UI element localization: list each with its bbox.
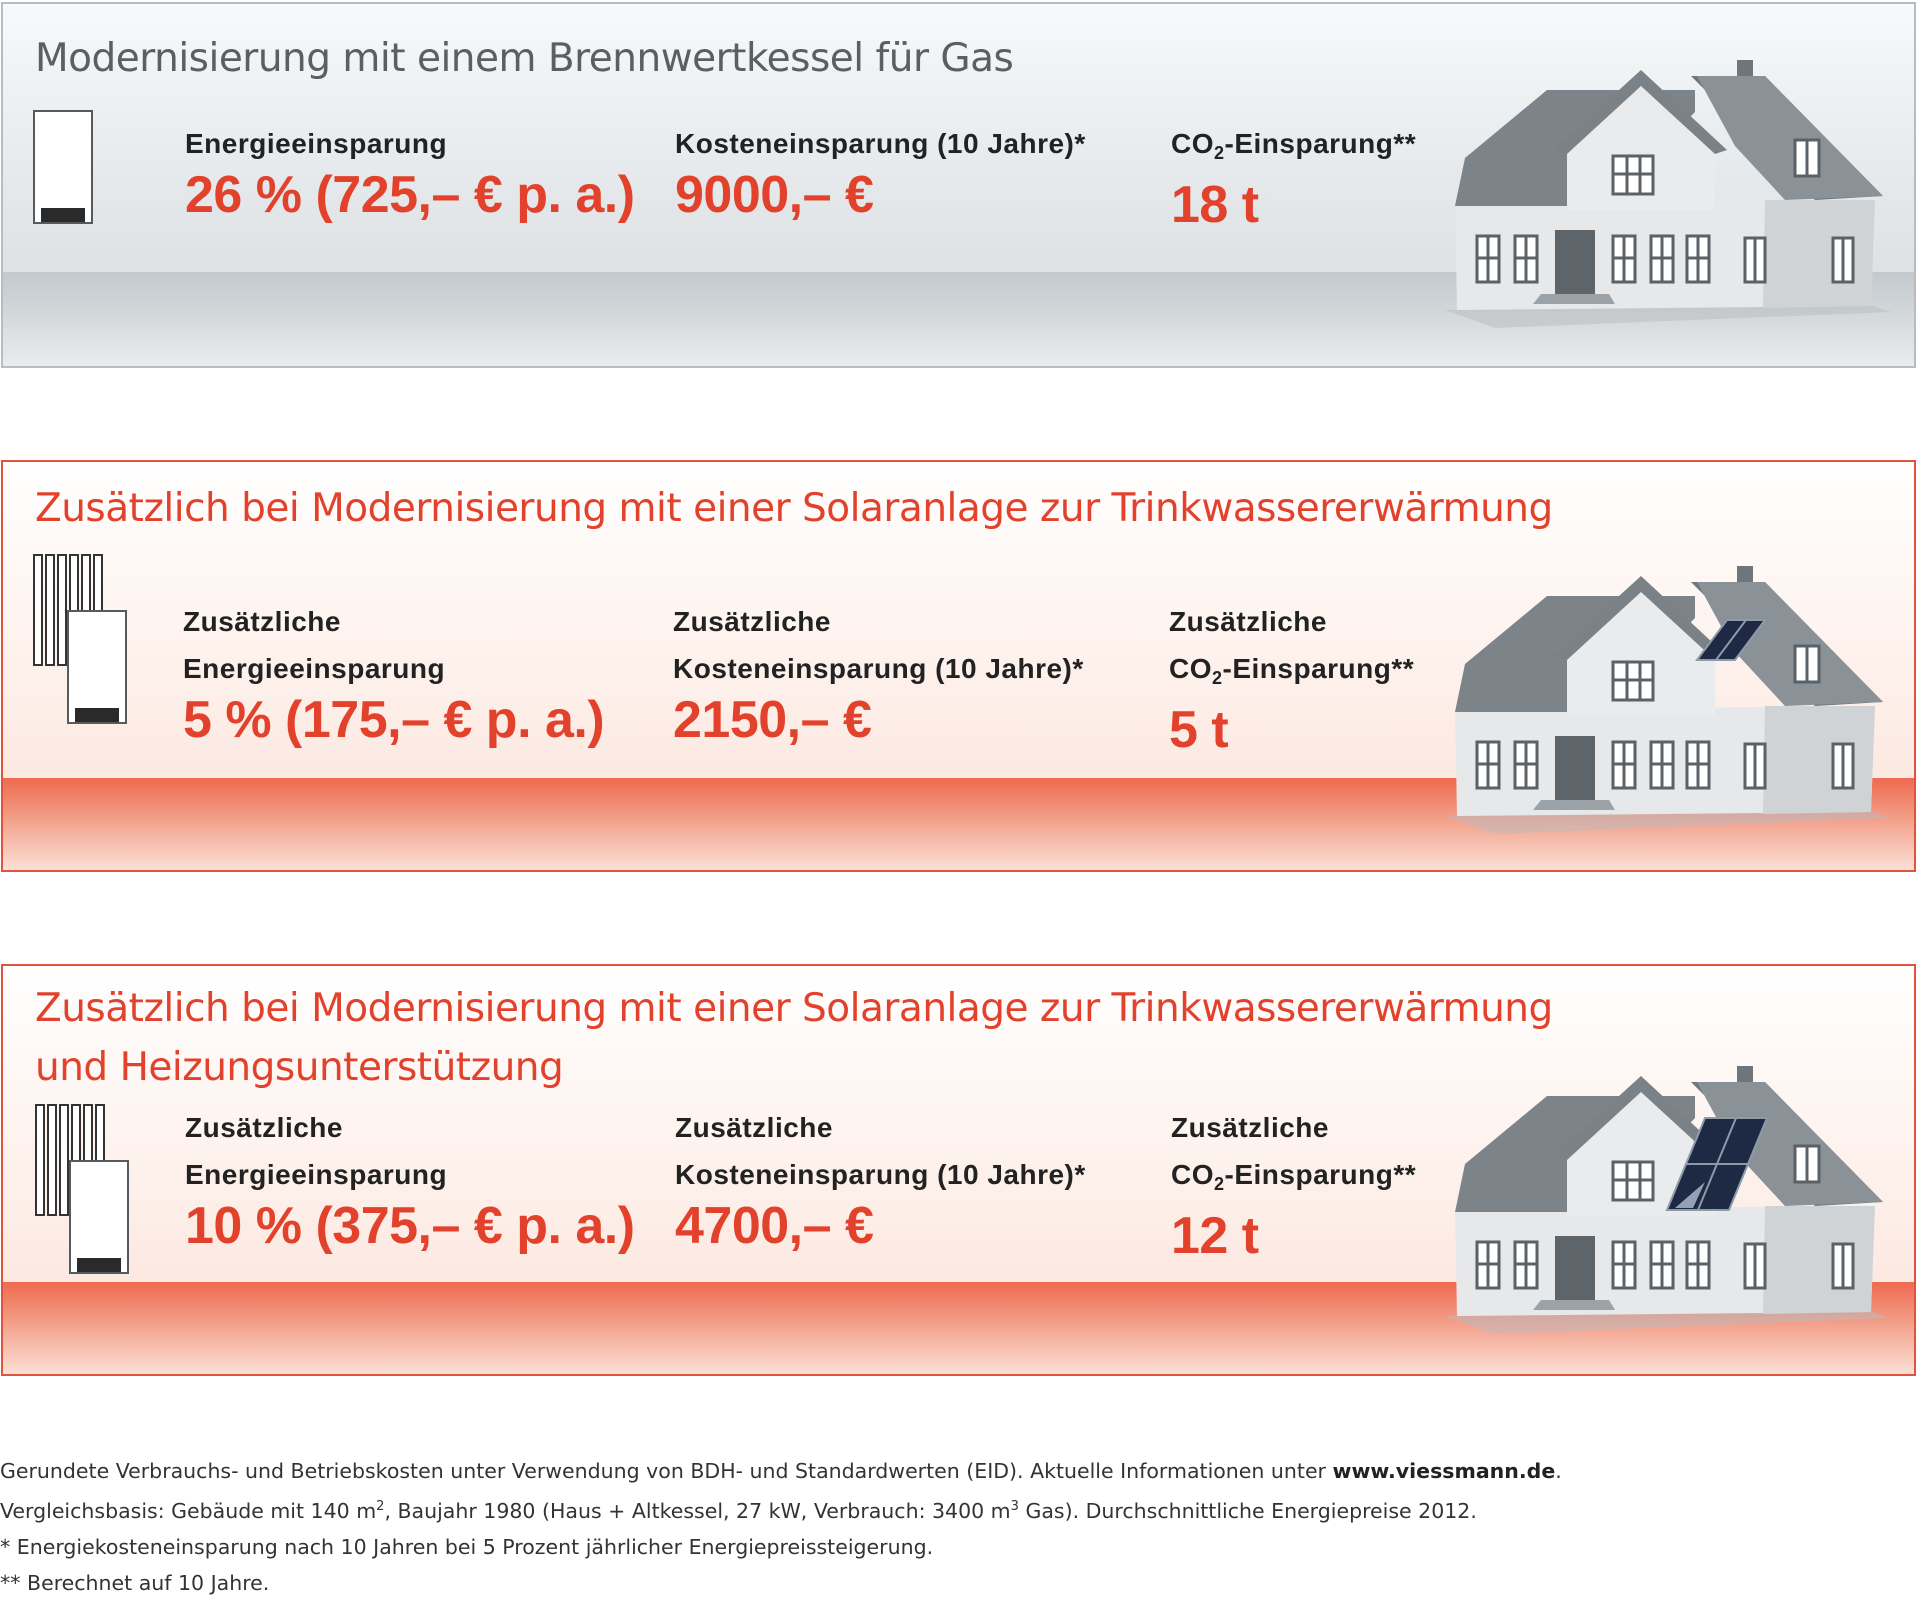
footnote-source: Gerundete Verbrauchs- und Betriebskosten unter Verwendung von BDH- und Standardwerten (EID). Aktuelle Informationen unter www.viessmann.de.	[0, 1459, 1562, 1483]
additional-co2-savings	[1171, 1104, 1416, 1265]
panel-title: Modernisierung mit einem Brennwertkessel für Gas	[35, 36, 1014, 81]
energy-savings-value: 10 % (375,– € p. a.)	[185, 1197, 635, 1255]
panel-title: Zusätzlich bei Modernisierung mit einer Solaranlage zur Trinkwassererwärmung und Heizungsunterstützung	[35, 986, 1553, 1090]
additional-energy-savings	[185, 1104, 635, 1255]
additional-co2-savings	[1169, 598, 1414, 759]
energy-savings-value: 26 % (725,– € p. a.)	[185, 166, 635, 224]
co2-savings-label: $CO_2-Einsparung**$	[1171, 1159, 1417, 1194]
energy-savings	[185, 120, 635, 224]
energy-savings-label: Energieeinsparung	[183, 653, 446, 684]
co2-savings-value: 18 t	[1171, 176, 1259, 234]
energy-savings-value: 5 % (175,– € p. a.)	[183, 691, 605, 749]
co2-savings	[1171, 120, 1416, 234]
footnote-cost: * Energiekosteneinsparung nach 10 Jahren bei 5 Prozent jährlicher Energiepreissteigerung.	[0, 1534, 934, 1559]
house-solar-illustration	[1435, 556, 1895, 836]
label-top: Zusätzliche	[1171, 1112, 1329, 1143]
cost-savings-value: 2150,– €	[673, 691, 872, 749]
panel-solar-heating	[1, 964, 1916, 1376]
panel-solar-water	[1, 460, 1916, 872]
footnote-co2: ** Berechnet auf 10 Jahre.	[0, 1570, 270, 1595]
co2-savings-label: $CO_2-Einsparung**$	[1171, 128, 1417, 163]
label-top: Zusätzliche	[673, 606, 831, 637]
website-link[interactable]: www.viessmann.de	[1332, 1459, 1556, 1483]
label-top: Zusätzliche	[185, 1112, 343, 1143]
panel-gas-boiler	[1, 2, 1916, 368]
additional-energy-savings	[183, 598, 604, 749]
panel-title: Zusätzlich bei Modernisierung mit einer Solaranlage zur Trinkwassererwärmung	[35, 486, 1553, 531]
cost-savings-value: 9000,– €	[675, 166, 874, 224]
cost-savings-label: Kosteneinsparung (10 Jahre)*	[675, 128, 1086, 159]
house-illustration	[1435, 50, 1895, 330]
cost-savings-value: 4700,– €	[675, 1197, 874, 1255]
gas-boiler-icon	[33, 110, 95, 226]
additional-cost-savings	[673, 598, 1084, 749]
energy-savings-label: Energieeinsparung	[185, 1159, 448, 1190]
energy-savings-label: Energieeinsparung	[185, 128, 448, 159]
cost-savings-label: Kosteneinsparung (10 Jahre)*	[675, 1159, 1086, 1190]
co2-savings-value: 12 t	[1171, 1207, 1259, 1265]
cost-savings-label: Kosteneinsparung (10 Jahre)*	[673, 653, 1084, 684]
solar-collector-icon	[35, 1104, 131, 1274]
label-top: Zusätzliche	[675, 1112, 833, 1143]
footnote-basis: Vergleichsbasis: Gebäude mit 140 $m^2$, Baujahr 1980 (Haus + Altkessel, 27 kW, Verbrauch: 3400 $m^3$ Gas). Durchschnittliche Energiepreise 2012.	[0, 1498, 1477, 1523]
solar-collector-icon	[33, 554, 129, 724]
additional-cost-savings	[675, 1104, 1086, 1255]
co2-savings-value: 5 t	[1169, 701, 1229, 759]
co2-savings-label: $CO_2-Einsparung**$	[1169, 653, 1415, 688]
label-top: Zusätzliche	[183, 606, 341, 637]
house-solar-illustration	[1435, 1056, 1895, 1336]
cost-savings	[675, 120, 1086, 224]
footnotes	[0, 1453, 1920, 1601]
label-top: Zusätzliche	[1169, 606, 1327, 637]
